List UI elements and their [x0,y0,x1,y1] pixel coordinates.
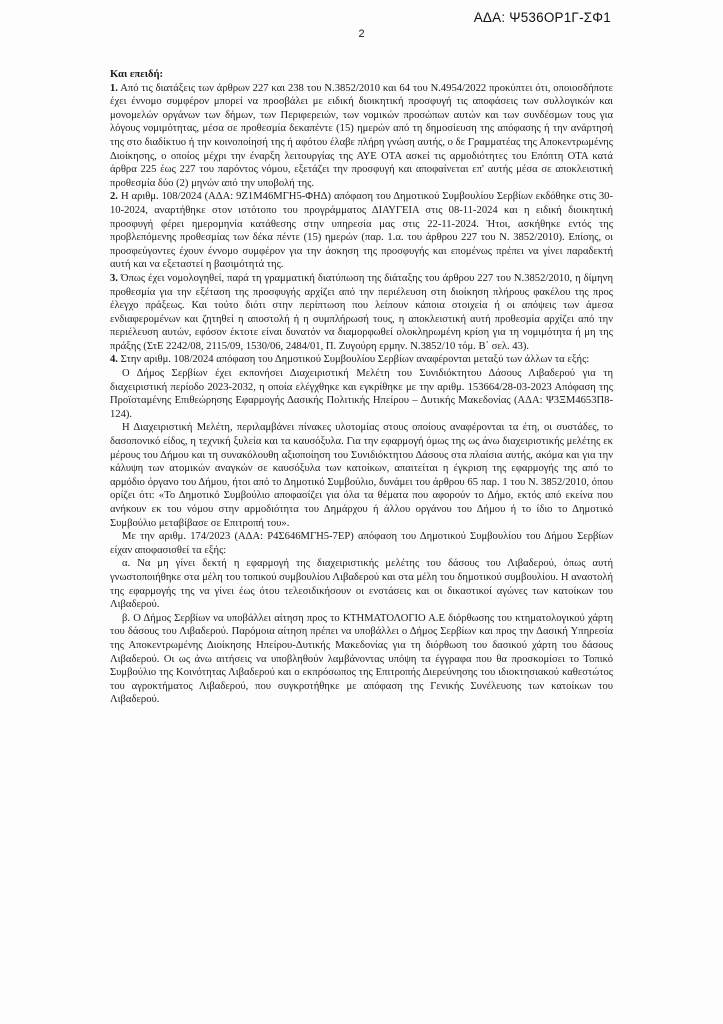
item-3 [110,272,613,354]
subitem-b: β. Ο Δήμος Σερβίων να υποβάλλει αίτηση προς το ΚΤΗΜΑΤΟΛΟΓΙΟ Α.Ε διόρθωσης του κτηματολογικού χάρτη του δάσους του Λιβαδερού. Παρόμοια αίτηση πρέπει να υποβάλλει ο Δήμος Σερβίων και προς την Δασική Υπηρεσία της Αποκεντρωμένης Διοίκησης Ηπείρου-Δυτικής Μακεδονίας για τη διόρθωση του δασικού χάρτη του δάσους Λιβαδερού. Οι ως άνω αιτήσεις να υποβληθούν λαμβάνοντας υπόψη τα έγγραφα που θα προσκομίσει το Τοπικό Συμβούλιο της Κοινότητας Λιβαδερού και ο εκπρόσωπος της Επιτροπής Διερεύνησης του ιδιοκτησιακού καθεστώτος του αγροκτήματος Λιβαδερού, που συγκροτήθηκε με απόφαση της Γενικής Συνέλευσης των κατοίκων του Λιβαδερού. [110,612,613,706]
item-number: 1. [110,82,118,94]
subitem-a: α. Να μη γίνει δεκτή η εφαρμογή της διαχειριστικής μελέτης του δάσους του Λιβαδερού, όπως αυτή γνωστοποιήθηκε στα μέλη του τοπικού συμβουλίου Λιβαδερού και στα μέλη του δημοτικού συμβουλίου. Η αναστολή της εφαρμογής της να γίνει έως ότου τελεσιδικήσουν οι ενστάσεις και οι δικαστικοί αγώνες των κατοίκων του Λιβαδερού. [110,558,613,611]
paragraph: Με την αριθμ. 174/2023 (ΑΔΑ: Ρ4Σ646ΜΓΗ5-7ΕΡ) απόφαση του Δημοτικού Συμβουλίου του Δήμου Σερβίων είχαν αποφασισθεί τα εξής: [110,531,613,556]
item-text: Η αριθμ. 108/2024 (ΑΔΑ: 9Ζ1Μ46ΜΓΗ5-ΦΗΔ) απόφαση του Δημοτικού Συμβουλίου Σερβίων εκδόθηκε στις 30-10-2024, αναρτήθηκε στον ιστότοπο του προγράμματος ΔΙΑΥΓΕΙΑ στις 08-11-2024 και η ειδική διοικητική προσφυγή φέρει ημερομηνία κατάθεσης στην υπηρεσία μας στις 22-11-2024. Ήτοι, ασκήθηκε εντός της προβλεπόμενης προθεσμίας των δέκα πέντε (15) ημερών (παρ. 1.α. του άρθρου 227 του Ν. 3852/2010). Επίσης, οι προσφεύγοντες έχουν έννομο συμφέρον για την άσκηση της προσφυγής και επομένως πρέπει να γίνει παραδεκτή αυτή και να εξεταστεί η βασιμότητά της. [110,191,614,271]
item-1 [110,82,613,191]
paragraph: Η Διαχειριστική Μελέτη, περιλαμβάνει πίνακες υλοτομίας στους οποίους αναφέρονται τα έτη, οι συστάδες, το δασοπονικό είδος, η τεχνική ξυλεία και τα καυσόξυλα. Για την εφαρμογή όμως της ως άνω διαχειριστικής μελέτης εκ μέρους του Δήμου και τη συνακόλουθη αξιοποίηση του Συνιδιόκτητου Δάσους στα πλαίσια αυτής, ακόμα και για την κάλυψη των ατομικών αναγκών σε καυσόξυλα των κατοίκων, απαιτείται η έγκριση της εφαρμογής της από το αρμόδιο όργανο του Δήμου, ήτοι από το Δημοτικό Συμβούλιο, δυνάμει του άρθρου 65 παρ. 1 του Ν. 3852/2010, όπου ορίζει ότι: «Το Δημοτικό Συμβούλιο αποφασίζει για όλα τα θέματα που αφορούν το Δήμο, εκτός από εκείνα που ανήκουν εκ του νόμου στην αρμοδιότητα του Δημάρχου ή άλλου οργάνου του Δήμου ή το ίδιο το Δημοτικό Συμβούλιο μεταβίβασε σε Επιτροπή του». [110,422,613,529]
item-text: Από τις διατάξεις των άρθρων 227 και 238 του Ν.3852/2010 και 64 του Ν.4954/2022 προκύπτει ότι, οποιοσδήποτε έχει έννομο συμφέρον μπορεί να προσβάλει με ειδική διοικητική προσφυγή τις αποφάσεις των συλλογικών και μονομελών οργάνων των δήμων, των Περιφερειών, των νομικών προσώπων αυτών και των συνδέσμων τους για λόγους νομιμότητας, μέσα σε προθεσμία δεκαπέντε (15) ημερών από τη δημοσίευση της απόφασης ή την ανάρτησή της στο διαδίκτυο ή την κοινοποίησή της ή αφότου έλαβε πλήρη γνώση αυτής, ο δε Γραμματέας της Αποκεντρωμένης Διοίκησης, ο οποίος μέχρι την έναρξη λειτουργίας της ΑΥΕ ΟΤΑ ασκεί τις αρμοδιότητες του Επόπτη ΟΤΑ κατά άρθρα 225 έως 227 του παρόντος νόμου, εξετάζει την προσφυγή και αποφαίνεται επ' αυτής μέσα σε αποκλειστική προθεσμία δύο (2) μηνών από την υποβολή της. [110,82,613,189]
ada-code: ΑΔΑ: Ψ536ΟΡ1Γ-ΣΦ1 [473,10,611,25]
item-text: Όπως έχει νομολογηθεί, παρά τη γραμματική διατύπωση της διάταξης του άρθρου 227 του Ν.3852/2010, η δίμηνη προθεσμία για την εξέταση της προσφυγής αρχίζει από την περιέλευση στη διοίκηση πλήρους φακέλου της προς έλεγχο πράξεως. Και τούτο διότι στην περίπτωση που λείπουν κάποια στοιχεία ή οι απόψεις των άμεσα ενδιαφερομένων και ζητηθεί η αποστολή ή η συμπλήρωσή τους, η αποκλειστική αυτή προθεσμία αρχίζει από την περιέλευση αυτών, εφόσον έκτοτε είναι δυνατόν να διαμορφωθεί ολοκληρωμένη κρίση για τη νομιμότητα ή μη της πράξης (ΣτΕ 2242/08, 2115/09, 1530/06, 2484/01, Π. Ζυγούρη ερμην. Ν.3852/10 τόμ. Β΄ σελ. 43). [110,272,613,352]
paragraph: Ο Δήμος Σερβίων έχει εκπονήσει Διαχειριστική Μελέτη του Συνιδιόκτητου Δάσους Λιβαδερού για τη διαχειριστική περίοδο 2023-2032, η οποία ελέγχθηκε και εγκρίθηκε με την αριθμ. 153664/28-03-2023 Απόφαση της Προϊσταμένης Επιθεώρησης Εφαρμογής Δασικής Πολιτικής Ηπείρου – Δυτικής Μακεδονίας (ΑΔΑ: Ψ3ΞΜ4653Π8-124). [110,368,613,420]
item-number: 4. [110,354,118,366]
document-body [110,68,613,707]
item-text: Στην αριθμ. 108/2024 απόφαση του Δημοτικού Συμβουλίου Σερβίων αναφέρονται μεταξύ των άλλων τα εξής: [120,354,590,366]
page-number: 2 [358,28,365,40]
item-number: 3. [110,272,118,284]
item-4 [110,353,613,367]
section-heading: Και επειδή: [110,69,164,80]
item-number: 2. [110,191,118,203]
item-2 [110,190,613,272]
